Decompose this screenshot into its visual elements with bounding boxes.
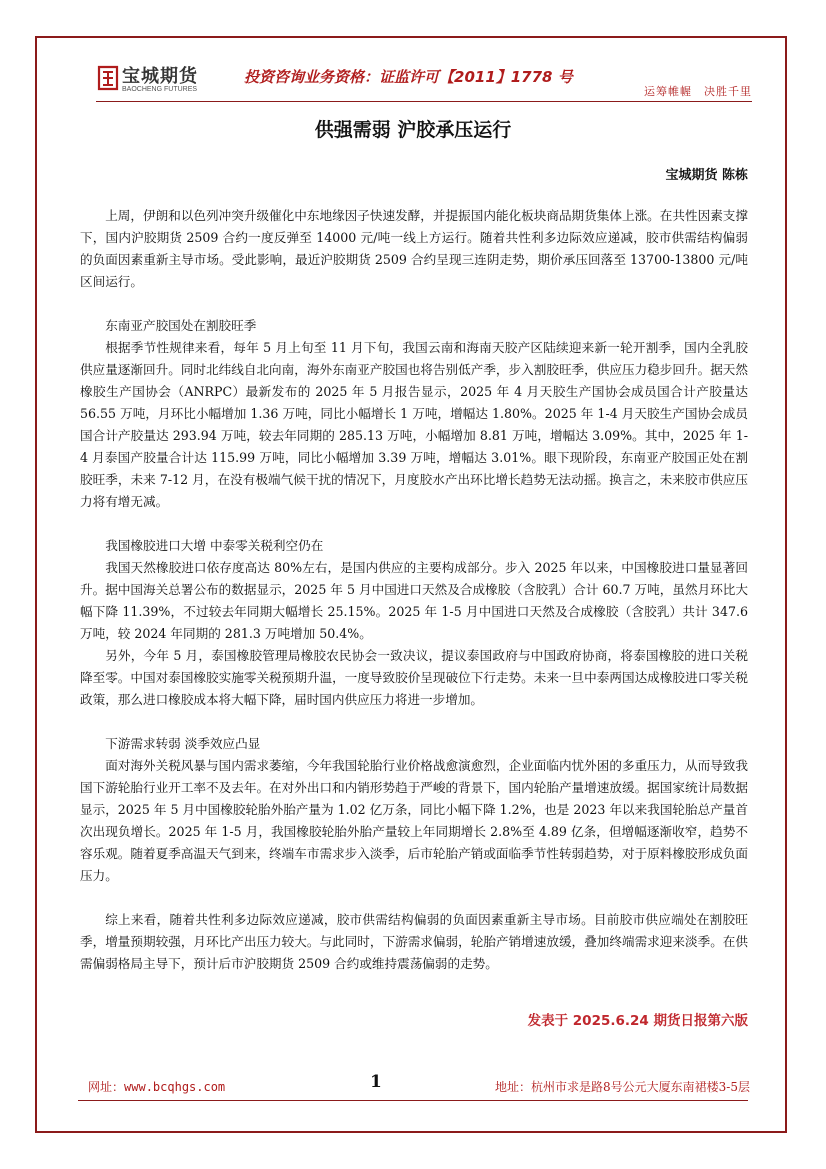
logo-mark-icon	[96, 63, 120, 93]
article-body	[80, 205, 748, 975]
intro-paragraph: 上周，伊朗和以色列冲突升级催化中东地缘因子快速发酵，并提振国内能化板块商品期货集体上涨。在共性因素支撑下，国内沪胶期货 2509 合约一度反弹至 14000 元/吨一线上方运行。随着共性利多边际效应递减，胶市供需结构偏弱的负面因素重新主导市场。受此影响，最近沪胶期货 2509 合约呈现三连阴走势，期价承压回落至 13700-13800 元/吨区间运行。	[80, 208, 748, 289]
footer-website	[88, 1078, 225, 1095]
page-header	[96, 62, 752, 102]
header-divider	[96, 101, 752, 102]
page-number: 1	[370, 1072, 382, 1092]
article-title: 供强需弱 沪胶承压运行	[314, 119, 512, 141]
footer-divider	[78, 1100, 748, 1101]
section-heading-supply: 东南亚产胶国处在割胶旺季	[105, 318, 257, 333]
article-author: 宝城期货 陈栋	[665, 168, 748, 183]
imports-paragraph-2: 另外，今年 5 月，泰国橡胶管理局橡胶农民协会一致决议，提议泰国政府与中国政府协商，将泰国橡胶的进口关税降至零。中国对泰国橡胶实施零关税预期升温，一度导致胶价呈现破位下行走势。未来一旦中泰两国达成橡胶进口零关税政策，那么进口橡胶成本将大幅下降，届时国内供应压力将进一步增加。	[80, 648, 748, 707]
publication-note: 发表于 2025.6.24 期货日报第六版	[527, 1013, 748, 1029]
company-logo	[96, 62, 206, 98]
company-slogan: 运筹帷幄 决胜千里	[644, 85, 752, 98]
supply-paragraph: 根据季节性规律来看，每年 5 月上旬至 11 月下旬，我国云南和海南天胶产区陆续迎来新一轮开割季，国内全乳胶供应量逐渐回升。同时北纬线自北向南，海外东南亚产胶国也将告别低产季，步入割胶旺季，供应压力稳步回升。据天然橡胶生产国协会（ANRPC）最新发布的 2025 年 5 月报告显示，2025 年 4 月天胶生产国协会成员国合计产胶量达 56.55 万吨，月环比小幅增加 1.36 万吨，同比小幅增长 1 万吨，增幅达 1.80%。2025 年 1-4 月天胶生产国协会成员国合计产胶量达 293.94 万吨，较去年同期的 285.13 万吨，小幅增加 8.81 万吨，增幅达 3.09%。其中，2025 年 1-4 月泰国产胶量合计达 115.99 万吨，同比小幅增加 3.39 万吨，增幅达 3.01%。眼下现阶段，东南亚产胶国正处在割胶旺季，未来 7-12 月，在没有极端气候干扰的情况下，月度胶水产出环比增长趋势无法动摇。换言之，未来胶市供应压力将有增无减。	[80, 340, 748, 509]
qualification-statement: 投资咨询业务资格：证监许可【2011】1778 号	[244, 68, 573, 86]
section-heading-imports: 我国橡胶进口大增 中泰零关税利空仍在	[105, 538, 324, 553]
logo-english-name: BAOCHENG FUTURES	[122, 86, 198, 93]
conclusion-paragraph: 综上来看，随着共性利多边际效应递减，胶市供需结构偏弱的负面因素重新主导市场。目前胶市供应端处在割胶旺季，增量预期较强，月环比产出压力较大。与此同时，下游需求偏弱，轮胎产销增速放缓，叠加终端需求迎来淡季。在供需偏弱格局主导下，预计后市沪胶期货 2509 合约或维持震荡偏弱的走势。	[80, 912, 748, 971]
footer-address: 地址：杭州市求是路8号公元大厦东南裙楼3-5层	[495, 1080, 750, 1094]
footer-website-url[interactable]: www.bcqhgs.com	[124, 1080, 226, 1094]
section-heading-demand: 下游需求转弱 淡季效应凸显	[105, 736, 261, 751]
demand-paragraph: 面对海外关税风暴与国内需求萎缩，今年我国轮胎行业价格战愈演愈烈，企业面临内忧外困的多重压力，从而导致我国下游轮胎行业开工率不及去年。在对外出口和内销形势趋于严峻的背景下，国内轮胎产量增速放缓。据国家统计局数据显示，2025 年 5 月中国橡胶轮胎外胎产量为 1.02 亿万条，同比小幅下降 1.2%，也是 2023 年以来我国轮胎总产量首次出现负增长。2025 年 1-5 月，我国橡胶轮胎外胎产量较上年同期增长 2.8%至 4.89 亿条，但增幅逐渐收窄，趋势不容乐观。随着夏季高温天气到来，终端车市需求步入淡季，后市轮胎产销或面临季节性转弱趋势，对于原料橡胶形成负面压力。	[80, 758, 748, 883]
imports-paragraph-1: 我国天然橡胶进口依存度高达 80%左右，是国内供应的主要构成部分。步入 2025 年以来，中国橡胶进口量显著回升。据中国海关总署公布的数据显示，2025 年 5 月中国进口天然及合成橡胶（含胶乳）合计 60.7 万吨，虽然月环比大幅下降 11.39%，不过较去年同期大幅增长 25.15%。2025 年 1-5 月中国进口天然及合成橡胶（含胶乳）共计 347.6 万吨，较 2024 年同期的 281.3 万吨增加 50.4%。	[80, 560, 748, 641]
logo-chinese-name: 宝城期货	[122, 66, 198, 87]
footer-website-label: 网址：	[88, 1080, 125, 1094]
